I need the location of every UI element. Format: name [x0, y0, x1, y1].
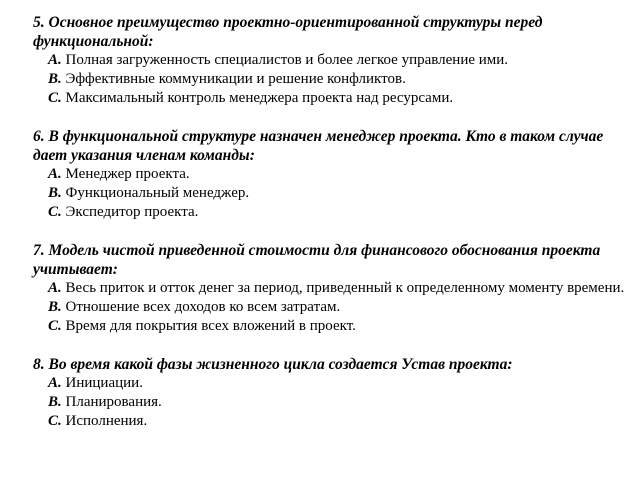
answer-option-c [33, 412, 632, 431]
option-letter: B. [48, 394, 62, 410]
question-6 [33, 127, 632, 222]
answer-options [33, 279, 632, 336]
option-letter: A. [48, 375, 62, 391]
option-letter: B. [48, 299, 62, 315]
answer-option-c [33, 89, 632, 108]
option-text: Исполнения. [61, 413, 148, 429]
question-7 [33, 241, 632, 336]
option-text: Эффективные коммуникации и решение конфликтов. [61, 71, 406, 87]
option-text: Планирования. [61, 394, 162, 410]
option-text: Экспедитор проекта. [61, 204, 199, 220]
option-text: Весь приток и отток денег за период, приведенный к определенному моменту времени. [61, 280, 625, 296]
option-letter: C. [48, 90, 62, 106]
question-text: 8. Во время какой фазы жизненного цикла создается Устав проекта: [33, 356, 513, 373]
spacer [33, 108, 632, 127]
spacer [33, 336, 632, 355]
option-text: Инициации. [61, 375, 143, 391]
option-text: Отношение всех доходов ко всем затратам. [61, 299, 341, 315]
question-text: 6. В функциональной структуре назначен менеджер проекта. Кто в таком случае дает указания членам команды: [33, 128, 604, 164]
answer-option-a [33, 51, 632, 70]
answer-option-c [33, 317, 632, 336]
answer-option-c [33, 203, 632, 222]
option-text: Функциональный менеджер. [61, 185, 250, 201]
option-letter: B. [48, 185, 62, 201]
answer-option-b [33, 70, 632, 89]
answer-options [33, 374, 632, 431]
option-letter: C. [48, 413, 62, 429]
answer-option-a [33, 279, 632, 298]
answer-options [33, 51, 632, 108]
option-letter: A. [48, 52, 62, 68]
question-8 [33, 355, 632, 431]
option-text: Максимальный контроль менеджера проекта над ресурсами. [61, 90, 454, 106]
answer-option-a [33, 165, 632, 184]
question-text: 5. Основное преимущество проектно-ориентированной структуры перед функциональной: [33, 14, 543, 50]
question-5 [33, 13, 632, 108]
option-letter: C. [48, 204, 62, 220]
answer-option-b [33, 298, 632, 317]
option-letter: B. [48, 71, 62, 87]
option-letter: C. [48, 318, 62, 334]
answer-option-a [33, 374, 632, 393]
answer-option-b [33, 184, 632, 203]
option-text: Полная загруженность специалистов и более легкое управление ими. [61, 52, 509, 68]
option-letter: A. [48, 166, 62, 182]
option-text: Время для покрытия всех вложений в проект. [61, 318, 356, 334]
answer-option-b [33, 393, 632, 412]
question-text: 7. Модель чистой приведенной стоимости для финансового обоснования проекта учитывает: [33, 242, 601, 278]
option-letter: A. [48, 280, 62, 296]
spacer [33, 222, 632, 241]
answer-options [33, 165, 632, 222]
option-text: Менеджер проекта. [61, 166, 190, 182]
